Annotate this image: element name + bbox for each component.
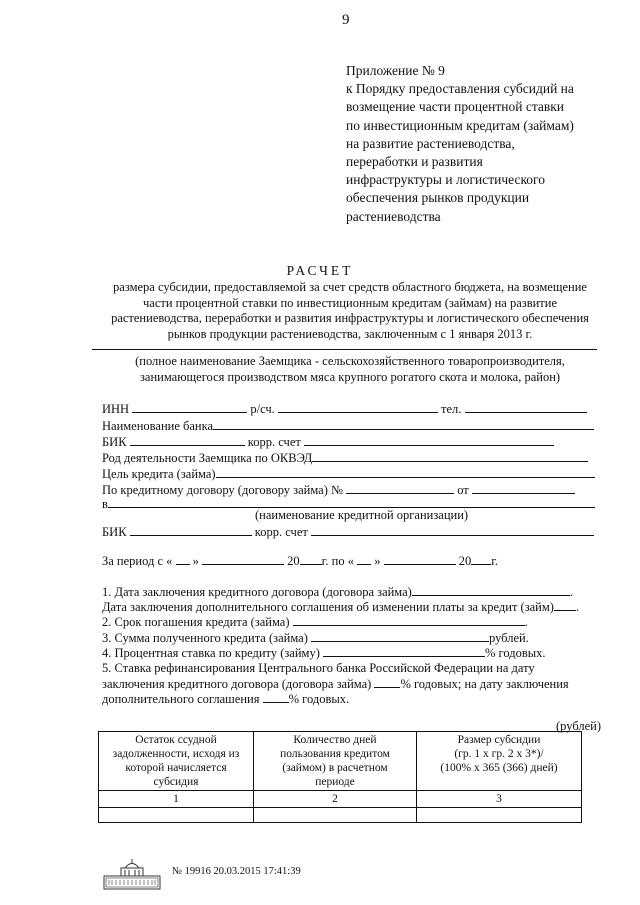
period-to-month-field[interactable] (384, 553, 456, 565)
quote-close: » (192, 554, 199, 568)
header-cell-balance (99, 732, 254, 791)
appendix-line: растениеводства (346, 208, 441, 224)
borrower-name-line[interactable] (92, 349, 597, 350)
header-text: (гр. 1 х гр. 2 х 3*)/ (454, 748, 544, 760)
okved-row (102, 450, 588, 466)
in-label: в (102, 497, 108, 511)
currency-note: (рублей) (556, 719, 602, 733)
bik2-field[interactable] (130, 524, 252, 536)
item-1 (102, 584, 573, 600)
header-text: задолженности, исходя из (112, 748, 240, 760)
days-cell[interactable] (254, 808, 417, 823)
period-from-day-field[interactable] (176, 553, 190, 565)
appendix-line: на развитие растениеводства, (346, 135, 515, 151)
corr-label: корр. счет (247, 435, 301, 449)
item-3-end: рублей. (488, 631, 529, 645)
table-header-row (99, 732, 582, 791)
item-5b-label: заключения кредитного договора (договора займа) (102, 677, 372, 691)
header-text: которой начисляется (125, 762, 227, 774)
addendum-date-input[interactable] (554, 599, 576, 611)
contract-date-field[interactable] (472, 482, 575, 494)
header-text: (займом) в расчетном (282, 762, 388, 774)
appendix-line: возмещение части процентной ставки (346, 99, 565, 115)
period-to-day-field[interactable] (357, 553, 371, 565)
subsidy-cell[interactable] (417, 808, 582, 823)
note-line: (полное наименование Заемщика - сельскохозяйственного товаропроизводителя, (135, 354, 565, 368)
header-text: субсидия (153, 776, 199, 788)
credit-org-field[interactable] (108, 496, 595, 508)
year-prefix-2: 20 (458, 554, 472, 568)
registration-stamp: № 19916 20.03.2015 17:41:39 (172, 866, 301, 877)
document-subtitle (90, 280, 610, 342)
appendix-header (346, 62, 616, 226)
item-3 (102, 630, 529, 646)
header-cell-days (254, 732, 417, 791)
item-5b-suffix: % годовых; на дату заключения (400, 677, 569, 691)
period-from-month-field[interactable] (202, 553, 284, 565)
interest-rate-input[interactable] (323, 645, 485, 657)
subtitle-line: рынков продукции растениеводства, заключенным с 1 января 2013 г. (167, 326, 533, 341)
appendix-line: переработки и развития (346, 154, 483, 170)
contract-number-field[interactable] (346, 482, 454, 494)
borrower-note (90, 354, 610, 385)
refinancing-rate-contract-input[interactable] (374, 676, 400, 688)
document-title: РАСЧЕТ (286, 263, 354, 278)
subtitle-line: растениеводства, переработки и развития инфраструктуры и логистического обеспечения (111, 311, 589, 325)
note-line: занимающегося производством мяса крупного рогатого скота и молока, район) (139, 369, 561, 384)
item-1-label: 1. Дата заключения кредитного договора (договора займа) (102, 585, 412, 599)
bik-row (102, 434, 554, 450)
item-5c (102, 691, 349, 707)
purpose-row (102, 466, 595, 482)
period-from-year-field[interactable] (300, 553, 322, 565)
quote-close-2: » (374, 554, 381, 568)
table-row[interactable] (99, 808, 582, 823)
item-1b-label: Дата заключения дополнительного соглашения об изменении платы за кредит (займ) (102, 600, 554, 614)
subtitle-line: части процентной ставки по инвестиционным кредитам (займам) на развитие (142, 295, 558, 310)
corr-field[interactable] (304, 434, 554, 446)
g-end-label: г. (491, 554, 499, 568)
year-prefix: 20 (287, 554, 300, 568)
loan-amount-input[interactable] (311, 630, 489, 642)
inn-row (102, 401, 587, 417)
column-number: 1 (99, 791, 254, 808)
column-number: 3 (417, 791, 582, 808)
inn-field[interactable] (132, 401, 247, 413)
item-4-label: 4. Процентная ставка по кредиту (займу) (102, 646, 320, 660)
bank-row (102, 418, 594, 434)
rs-field[interactable] (278, 401, 438, 413)
bik-label: БИК (102, 435, 127, 449)
from-label: от (457, 483, 469, 497)
item-2-end: . (524, 615, 528, 629)
period-row (102, 553, 498, 569)
g-po-label: г. по « (321, 554, 354, 568)
item-2 (102, 614, 528, 630)
header-text: Размер субсидии (457, 734, 541, 746)
period-label: За период с « (102, 554, 173, 568)
appendix-line: Приложение № 9 (346, 63, 445, 78)
item-5a: 5. Ставка рефинансирования Центрального банка Российской Федерации на дату (102, 661, 535, 675)
item-1b (102, 599, 579, 615)
contract-label: По кредитному договору (договору займа) № (102, 483, 343, 497)
rs-label: р/сч. (250, 402, 275, 416)
appendix-line: обеспечения рынков продукции (346, 190, 530, 206)
appendix-line: инфраструктуры и логистического (346, 172, 546, 188)
repayment-term-input[interactable] (293, 614, 525, 626)
tel-field[interactable] (465, 401, 587, 413)
item-3-label: 3. Сумма полученного кредита (займа) (102, 631, 308, 645)
header-text: (100% х 365 (366) дней) (440, 762, 558, 774)
header-text: Остаток ссудной (135, 734, 217, 746)
period-to-year-field[interactable] (471, 553, 491, 565)
bik-field[interactable] (130, 434, 245, 446)
header-text: периоде (315, 776, 355, 788)
corr2-field[interactable] (311, 524, 594, 536)
appendix-line: по инвестиционным кредитам (займам) (346, 117, 574, 133)
registry-seal-icon (103, 858, 161, 895)
table-number-row (99, 791, 582, 808)
item-2-label: 2. Срок погашения кредита (займа) (102, 615, 290, 629)
credit-org-note: (наименование кредитной организации) (255, 508, 469, 522)
item-1b-end: . (575, 600, 580, 614)
refinancing-rate-addendum-input[interactable] (263, 691, 289, 703)
item-5b (102, 676, 569, 692)
appendix-line: к Порядку предоставления субсидий на (346, 81, 574, 97)
item-5c-label: дополнительного соглашения (102, 692, 260, 706)
item-5c-suffix: % годовых. (288, 692, 350, 706)
item-4-end: % годовых. (484, 646, 546, 660)
bank-name-field[interactable] (213, 418, 594, 430)
okved-label: Род деятельности Заемщика по ОКВЭД (102, 451, 313, 465)
subtitle-line: размера субсидии, предоставляемой за счет средств областного бюджета, на возмещение (113, 280, 587, 294)
inn-label: ИНН (102, 402, 130, 416)
item-4 (102, 645, 546, 661)
contract-date-input[interactable] (412, 584, 570, 596)
subsidy-table (98, 731, 582, 823)
bik2-row (102, 524, 594, 540)
purpose-label: Цель кредита (займа) (102, 467, 216, 481)
header-text: Количество дней (293, 734, 377, 746)
corr2-label: корр. счет (254, 525, 308, 539)
item-1-end: . (569, 585, 573, 599)
balance-cell[interactable] (99, 808, 254, 823)
okved-field[interactable] (312, 450, 588, 462)
bank-name-label: Наименование банка (102, 419, 214, 433)
purpose-field[interactable] (216, 466, 595, 478)
header-cell-subsidy (417, 732, 582, 791)
tel-label: тел. (441, 402, 462, 416)
header-text: пользования кредитом (280, 748, 390, 760)
column-number: 2 (254, 791, 417, 808)
page-number: 9 (342, 12, 350, 28)
bik2-label: БИК (102, 525, 127, 539)
